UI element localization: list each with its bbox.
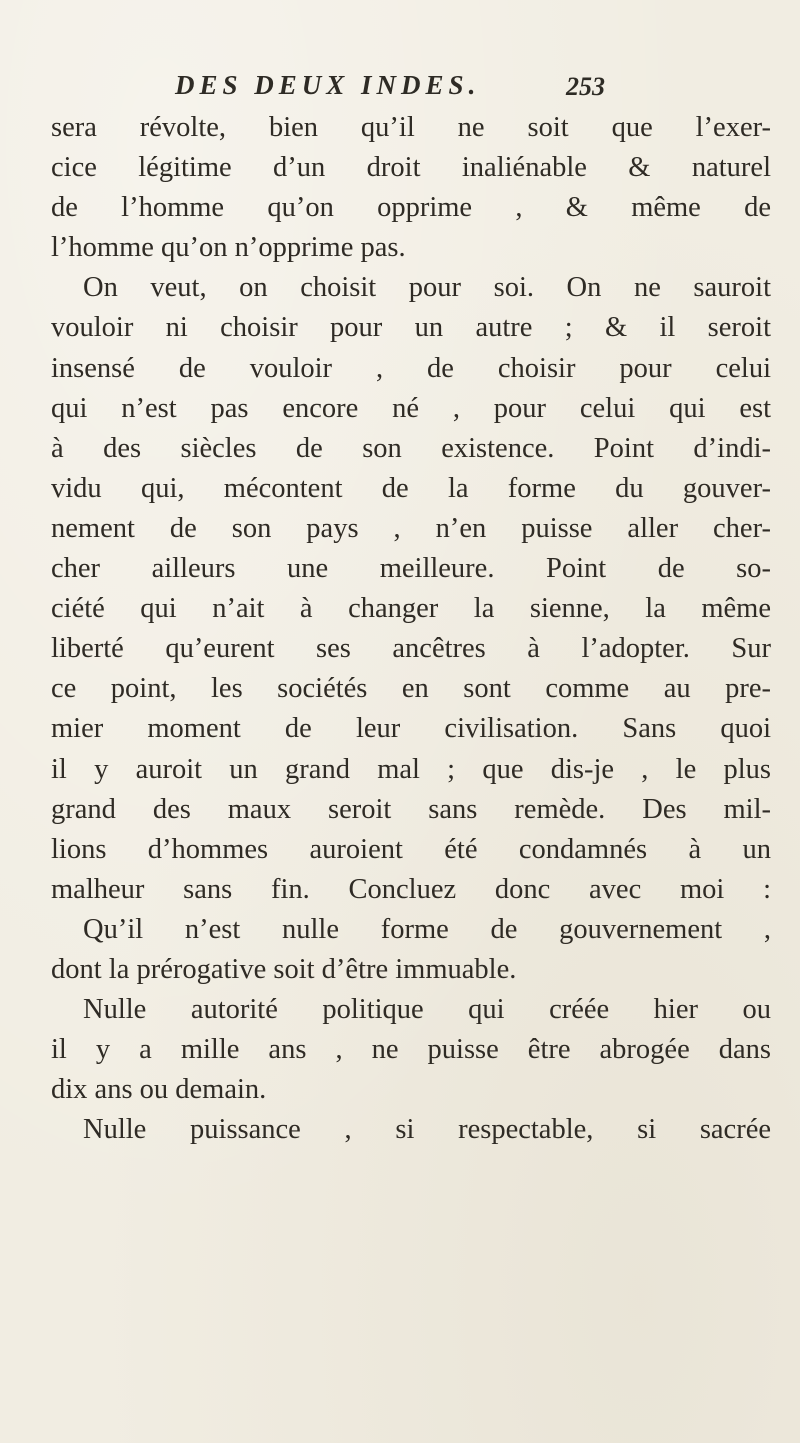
text-line: Nulle autorité politique qui créée hier ou [83,994,771,1026]
text-line: de l’homme qu’on opprime , & même de [51,192,771,224]
text-line: qui n’est pas encore né , pour celui qui est [51,392,771,424]
text-line: l’homme qu’on n’opprime pas. [51,232,406,264]
text-line: ce point, les sociétés en sont comme au pre- [51,673,771,705]
text-line: dont la prérogative soit d’être immuable. [51,953,517,985]
text-line: Nulle puissance , si respectable, si sacrée [83,1114,771,1146]
text-line: vidu qui, mécontent de la forme du gouver- [51,472,771,504]
running-head [0,70,800,110]
running-head-title: DES DEUX INDES. [175,70,481,100]
text-line: sera révolte, bien qu’il ne soit que l’exer- [51,112,771,143]
text-line: à des siècles de son existence. Point d’indi- [51,432,771,464]
text-line: vouloir ni choisir pour un autre ; & il seroit [51,312,771,344]
text-line: malheur sans fin. Concluez donc avec moi : [51,873,771,905]
text-line: nement de son pays , n’en puisse aller cher- [51,512,771,544]
text-line: Qu’il n’est nulle forme de gouvernement , [83,913,771,945]
text-line: liberté qu’eurent ses ancêtres à l’adopter. Sur [51,633,771,665]
text-line: il y a mille ans , ne puisse être abrogée dans [51,1034,771,1066]
text-line: ciété qui n’ait à changer la sienne, la même [51,593,771,625]
text-line: dix ans ou demain. [51,1074,267,1106]
text-line: cher ailleurs une meilleure. Point de so- [51,553,771,585]
text-line: grand des maux seroit sans remède. Des mil- [51,793,771,825]
text-line: mier moment de leur civilisation. Sans quoi [51,713,771,745]
text-line: il y auroit un grand mal ; que dis-je , le plus [51,753,771,785]
text-line: cice légitime d’un droit inaliénable & naturel [51,152,771,184]
text-line: insensé de vouloir , de choisir pour celui [51,352,771,384]
text-line: On veut, on choisit pour soi. On ne sauroit [83,272,771,304]
body-text [51,108,771,1150]
text-line: lions d’hommes auroient été condamnés à un [51,833,771,865]
page-number: 253 [566,72,605,101]
